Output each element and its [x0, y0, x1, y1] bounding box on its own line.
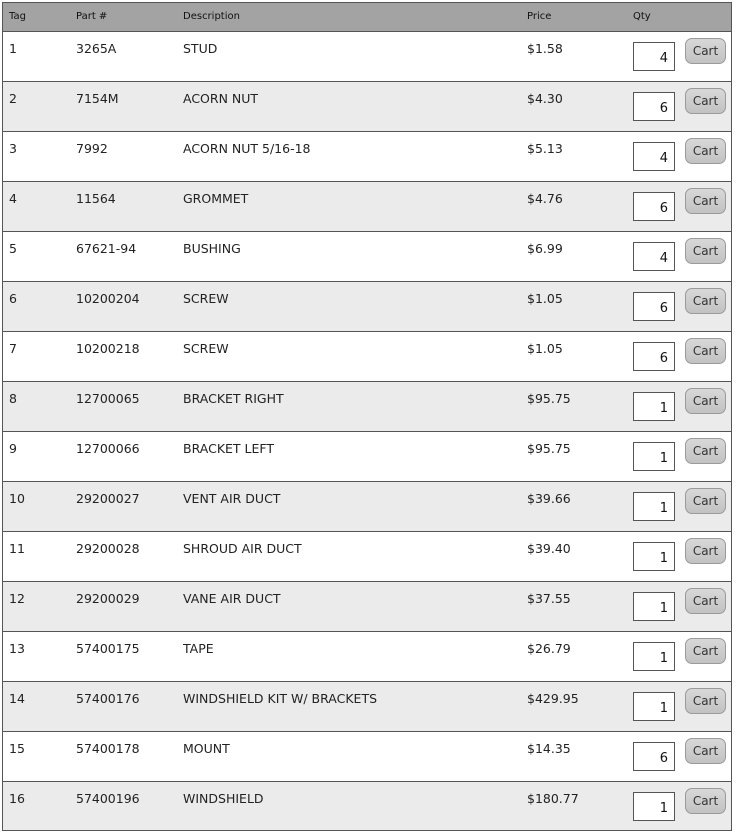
- part-number-cell: 11564: [76, 191, 116, 206]
- price-cell: $95.75: [527, 391, 571, 406]
- part-number-cell: 29200027: [76, 491, 140, 506]
- qty-input[interactable]: [633, 192, 675, 221]
- table-row: [3, 32, 731, 82]
- table-row: [3, 182, 731, 232]
- part-number-cell: 29200029: [76, 591, 140, 606]
- qty-input[interactable]: [633, 442, 675, 471]
- qty-input[interactable]: [633, 592, 675, 621]
- part-number-cell: 67621-94: [76, 241, 137, 256]
- part-number-cell: 12700066: [76, 441, 140, 456]
- qty-input[interactable]: [633, 542, 675, 571]
- table-row: [3, 232, 731, 282]
- table-row: [3, 82, 731, 132]
- qty-input[interactable]: [633, 392, 675, 421]
- tag-cell: 12: [9, 591, 25, 606]
- price-cell: $26.79: [527, 641, 571, 656]
- price-cell: $14.35: [527, 741, 571, 756]
- header-price: Price: [527, 11, 552, 22]
- part-number-cell: 29200028: [76, 541, 140, 556]
- table-row: [3, 582, 731, 632]
- part-number-cell: 7992: [76, 141, 108, 156]
- tag-cell: 16: [9, 791, 25, 806]
- table-row: [3, 532, 731, 582]
- price-cell: $5.13: [527, 141, 563, 156]
- price-cell: $4.76: [527, 191, 563, 206]
- price-cell: $37.55: [527, 591, 571, 606]
- description-cell: BRACKET LEFT: [183, 441, 274, 456]
- description-cell: ACORN NUT: [183, 91, 259, 106]
- tag-cell: 10: [9, 491, 25, 506]
- table-row: [3, 632, 731, 682]
- header-part-number: Part #: [76, 11, 108, 22]
- cart-button[interactable]: Cart: [685, 38, 726, 64]
- description-cell: SCREW: [183, 291, 229, 306]
- table-row: [3, 682, 731, 732]
- price-cell: $6.99: [527, 241, 563, 256]
- description-cell: WINDSHIELD KIT W/ BRACKETS: [183, 691, 378, 706]
- price-cell: $39.66: [527, 491, 571, 506]
- part-number-cell: 57400178: [76, 741, 140, 756]
- tag-cell: 4: [9, 191, 17, 206]
- tag-cell: 13: [9, 641, 25, 656]
- table-row: [3, 782, 731, 830]
- part-number-cell: 57400175: [76, 641, 140, 656]
- price-cell: $1.05: [527, 341, 563, 356]
- description-cell: GROMMET: [183, 191, 249, 206]
- tag-cell: 14: [9, 691, 25, 706]
- description-cell: BUSHING: [183, 241, 241, 256]
- part-number-cell: 10200218: [76, 341, 140, 356]
- header-tag: Tag: [9, 11, 26, 22]
- table-body: [3, 32, 731, 830]
- price-cell: $1.05: [527, 291, 563, 306]
- description-cell: STUD: [183, 41, 218, 56]
- qty-input[interactable]: [633, 792, 675, 821]
- cart-button[interactable]: Cart: [685, 438, 726, 464]
- description-cell: VANE AIR DUCT: [183, 591, 281, 606]
- qty-input[interactable]: [633, 342, 675, 371]
- table-row: [3, 432, 731, 482]
- part-number-cell: 7154M: [76, 91, 119, 106]
- table-row: [3, 132, 731, 182]
- tag-cell: 3: [9, 141, 17, 156]
- tag-cell: 1: [9, 41, 17, 56]
- description-cell: VENT AIR DUCT: [183, 491, 281, 506]
- qty-input[interactable]: [633, 292, 675, 321]
- description-cell: WINDSHIELD: [183, 791, 264, 806]
- cart-button[interactable]: Cart: [685, 638, 726, 664]
- cart-button[interactable]: Cart: [685, 388, 726, 414]
- description-cell: ACORN NUT 5/16-18: [183, 141, 311, 156]
- price-cell: $429.95: [527, 691, 579, 706]
- part-number-cell: 3265A: [76, 41, 117, 56]
- tag-cell: 5: [9, 241, 17, 256]
- cart-button[interactable]: Cart: [685, 738, 726, 764]
- part-number-cell: 57400176: [76, 691, 140, 706]
- qty-input[interactable]: [633, 742, 675, 771]
- tag-cell: 6: [9, 291, 17, 306]
- description-cell: MOUNT: [183, 741, 230, 756]
- qty-input[interactable]: [633, 492, 675, 521]
- qty-input[interactable]: [633, 242, 675, 271]
- cart-button[interactable]: Cart: [685, 588, 726, 614]
- tag-cell: 15: [9, 741, 25, 756]
- cart-button[interactable]: Cart: [685, 88, 726, 114]
- table-row: [3, 282, 731, 332]
- table-header: [3, 3, 731, 32]
- price-cell: $4.30: [527, 91, 563, 106]
- description-cell: BRACKET RIGHT: [183, 391, 284, 406]
- cart-button[interactable]: Cart: [685, 688, 726, 714]
- price-cell: $95.75: [527, 441, 571, 456]
- cart-button[interactable]: Cart: [685, 138, 726, 164]
- description-cell: SCREW: [183, 341, 229, 356]
- part-number-cell: 57400196: [76, 791, 140, 806]
- table-row: [3, 732, 731, 782]
- tag-cell: 8: [9, 391, 17, 406]
- price-cell: $39.40: [527, 541, 571, 556]
- price-cell: $1.58: [527, 41, 563, 56]
- table-row: [3, 332, 731, 382]
- qty-input[interactable]: [633, 692, 675, 721]
- cart-button[interactable]: Cart: [685, 338, 726, 364]
- tag-cell: 9: [9, 441, 17, 456]
- description-cell: SHROUD AIR DUCT: [183, 541, 302, 556]
- tag-cell: 7: [9, 341, 17, 356]
- part-number-cell: 12700065: [76, 391, 140, 406]
- qty-input[interactable]: [633, 142, 675, 171]
- cart-button[interactable]: Cart: [685, 288, 726, 314]
- qty-input[interactable]: [633, 42, 675, 71]
- table-row: [3, 482, 731, 532]
- header-qty: Qty: [633, 11, 651, 22]
- qty-input[interactable]: [633, 642, 675, 671]
- qty-input[interactable]: [633, 92, 675, 121]
- cart-button[interactable]: Cart: [685, 238, 726, 264]
- cart-button[interactable]: Cart: [685, 788, 726, 814]
- header-description: Description: [183, 11, 240, 22]
- tag-cell: 2: [9, 91, 17, 106]
- part-number-cell: 10200204: [76, 291, 140, 306]
- description-cell: TAPE: [183, 641, 214, 656]
- cart-button[interactable]: Cart: [685, 538, 726, 564]
- cart-button[interactable]: Cart: [685, 188, 726, 214]
- tag-cell: 11: [9, 541, 25, 556]
- table-row: [3, 382, 731, 432]
- parts-table: [2, 2, 732, 831]
- price-cell: $180.77: [527, 791, 579, 806]
- cart-button[interactable]: Cart: [685, 488, 726, 514]
